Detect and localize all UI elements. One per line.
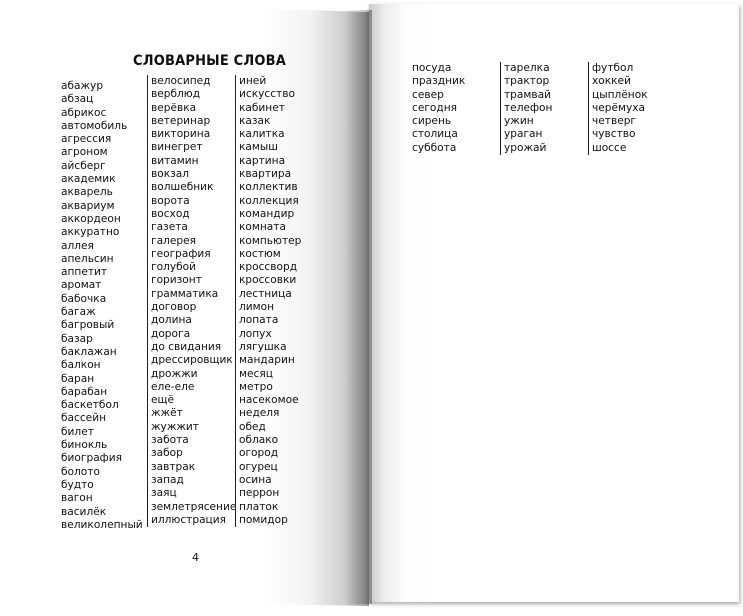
vocabulary-word: черёмуха xyxy=(592,101,646,114)
vocabulary-word: цыплёнок xyxy=(592,88,648,101)
vocabulary-word: абзац xyxy=(61,93,94,106)
vocabulary-word: апельсин xyxy=(61,252,114,265)
vocabulary-word: голубой xyxy=(151,261,196,274)
vocabulary-word: лопух xyxy=(239,327,272,340)
vocabulary-word: помидор xyxy=(239,513,288,526)
vocabulary-word: компьютер xyxy=(239,234,302,247)
vocabulary-word: трактор xyxy=(504,75,550,88)
vocabulary-word: ветеринар xyxy=(151,114,211,127)
vocabulary-word: шоссе xyxy=(592,141,627,154)
vocabulary-word: забота xyxy=(151,434,189,447)
vocabulary-word: багровый xyxy=(61,319,115,332)
vocabulary-word: вокзал xyxy=(151,168,190,181)
vocabulary-word: биография xyxy=(61,452,122,465)
vocabulary-word: аромат xyxy=(61,279,102,292)
vocabulary-word: костюм xyxy=(239,247,281,260)
vocabulary-word: велосипед xyxy=(151,75,211,87)
vocabulary-word: огурец xyxy=(239,460,278,473)
vocabulary-word: винегрет xyxy=(151,141,203,154)
vocabulary-word: будто xyxy=(61,478,94,491)
vocabulary-word: запад xyxy=(151,473,184,486)
vocabulary-word: лягушка xyxy=(239,340,287,353)
vocabulary-word: ужин xyxy=(504,115,534,128)
vocabulary-word: облако xyxy=(239,434,279,447)
vocabulary-word: лимон xyxy=(239,301,275,314)
vocabulary-word: баран xyxy=(61,372,95,385)
vocabulary-word: аппетит xyxy=(61,266,108,279)
vocabulary-word: верёвка xyxy=(151,101,197,114)
vocabulary-word: бинокль xyxy=(61,439,108,452)
vocabulary-word: чувство xyxy=(592,128,636,141)
vocabulary-word: квартира xyxy=(239,168,292,181)
vocabulary-word: вагон xyxy=(61,492,93,505)
vocabulary-word: баклажан xyxy=(61,345,117,358)
vocabulary-word: аккордеон xyxy=(61,212,121,225)
vocabulary-word: барабан xyxy=(61,385,108,398)
vocabulary-word: билет xyxy=(61,425,94,438)
vocabulary-word: аквариум xyxy=(61,199,115,212)
vocabulary-word: платок xyxy=(239,500,279,513)
vocabulary-word: дорога xyxy=(151,327,191,340)
vocabulary-word: дрожжи xyxy=(151,367,198,380)
vocabulary-word: иллюстрация xyxy=(151,513,227,526)
vocabulary-word: бассейн xyxy=(61,412,107,425)
vocabulary-word: урожай xyxy=(504,141,547,154)
vocabulary-word: верблюд xyxy=(151,88,201,101)
vocabulary-word: ещё xyxy=(151,394,175,407)
vocabulary-word: коллекция xyxy=(239,194,299,207)
vocabulary-word: картина xyxy=(239,154,286,167)
word-column-left-2 xyxy=(147,75,236,527)
vocabulary-word: суббота xyxy=(412,141,457,154)
vocabulary-word: василёк xyxy=(61,505,107,518)
vocabulary-word: айсберг xyxy=(61,159,106,172)
vocabulary-word: кроссворд xyxy=(239,261,298,274)
vocabulary-word: заяц xyxy=(151,487,177,500)
vocabulary-word: лопата xyxy=(239,314,279,327)
vocabulary-word: волшебник xyxy=(151,181,214,194)
vocabulary-word: лестница xyxy=(239,287,292,300)
vocabulary-word: север xyxy=(412,88,444,101)
vocabulary-word: горизонт xyxy=(151,274,202,287)
vocabulary-word: землетрясение xyxy=(151,500,237,513)
vocabulary-word: перрон xyxy=(239,487,280,500)
vocabulary-word: трамвай xyxy=(504,88,551,101)
vocabulary-word: телефон xyxy=(504,101,553,114)
vocabulary-word: мандарин xyxy=(239,354,295,367)
vocabulary-word: грамматика xyxy=(151,287,219,300)
page-title: СЛОВАРНЫЕ СЛОВА xyxy=(133,53,287,69)
vocabulary-word: балкон xyxy=(61,359,101,372)
vocabulary-word: галерея xyxy=(151,234,196,247)
vocabulary-word: столица xyxy=(412,128,458,141)
vocabulary-word: кроссовки xyxy=(239,274,297,287)
vocabulary-word: кабинет xyxy=(239,101,285,114)
vocabulary-word: баскетбол xyxy=(61,399,119,412)
word-column-left-3 xyxy=(235,75,301,527)
word-column-right-3 xyxy=(588,62,648,155)
vocabulary-word: договор xyxy=(151,301,197,314)
vocabulary-word: восход xyxy=(151,207,190,220)
vocabulary-word: метро xyxy=(239,380,273,393)
vocabulary-word: казак xyxy=(239,114,271,127)
vocabulary-word: завтрак xyxy=(151,460,196,473)
vocabulary-word: иней xyxy=(239,75,267,87)
vocabulary-word: до свидания xyxy=(151,340,222,353)
vocabulary-word: абрикос xyxy=(61,106,107,119)
vocabulary-word: викторина xyxy=(151,128,211,141)
vocabulary-word: витамин xyxy=(151,154,199,167)
word-column-right-2 xyxy=(500,62,552,155)
vocabulary-word: сирень xyxy=(412,115,452,128)
vocabulary-word: болото xyxy=(61,465,100,478)
vocabulary-word: коллектив xyxy=(239,181,298,194)
vocabulary-word: агрессия xyxy=(61,133,112,146)
vocabulary-word: праздник xyxy=(412,75,466,88)
vocabulary-word: багаж xyxy=(61,306,96,319)
vocabulary-word: хоккей xyxy=(592,75,631,88)
vocabulary-word: калитка xyxy=(239,128,285,141)
vocabulary-word: четверг xyxy=(592,115,636,128)
vocabulary-word: обед xyxy=(239,420,266,433)
vocabulary-word: долина xyxy=(151,314,192,327)
vocabulary-word: аккуратно xyxy=(61,226,120,239)
vocabulary-word: посуда xyxy=(412,62,452,74)
vocabulary-word: ураган xyxy=(504,128,543,141)
vocabulary-word: тарелка xyxy=(504,62,550,74)
vocabulary-word: ворота xyxy=(151,194,190,207)
vocabulary-word: неделя xyxy=(239,407,280,420)
word-column-right-1 xyxy=(412,62,465,155)
vocabulary-word: сегодня xyxy=(412,101,458,114)
vocabulary-word: дрессировщик xyxy=(151,354,233,367)
vocabulary-word: насекомое xyxy=(239,394,299,407)
vocabulary-word: забор xyxy=(151,447,183,460)
vocabulary-word: футбол xyxy=(592,62,634,74)
vocabulary-word: искусство xyxy=(239,88,295,101)
vocabulary-word: абажур xyxy=(61,80,104,92)
vocabulary-word: камыш xyxy=(239,141,278,154)
vocabulary-word: автомобиль xyxy=(61,119,128,132)
vocabulary-word: месяц xyxy=(239,367,273,380)
vocabulary-word: акварель xyxy=(61,186,113,199)
vocabulary-word: комната xyxy=(239,221,286,234)
page-number: 4 xyxy=(192,551,199,564)
vocabulary-word: жжёт xyxy=(151,407,183,420)
vocabulary-word: география xyxy=(151,247,211,260)
vocabulary-word: бабочка xyxy=(61,292,107,305)
vocabulary-word: базар xyxy=(61,332,93,345)
vocabulary-word: осина xyxy=(239,473,272,486)
vocabulary-word: огород xyxy=(239,447,279,460)
vocabulary-word: жужжит xyxy=(151,420,199,433)
vocabulary-word: великолепный xyxy=(61,518,143,531)
vocabulary-word: газета xyxy=(151,221,188,234)
vocabulary-word: еле-еле xyxy=(151,380,195,393)
vocabulary-word: командир xyxy=(239,207,295,220)
vocabulary-word: академик xyxy=(61,173,116,186)
word-column-left-1 xyxy=(61,80,143,532)
vocabulary-word: агроном xyxy=(61,146,108,159)
vocabulary-word: аллея xyxy=(61,239,94,252)
